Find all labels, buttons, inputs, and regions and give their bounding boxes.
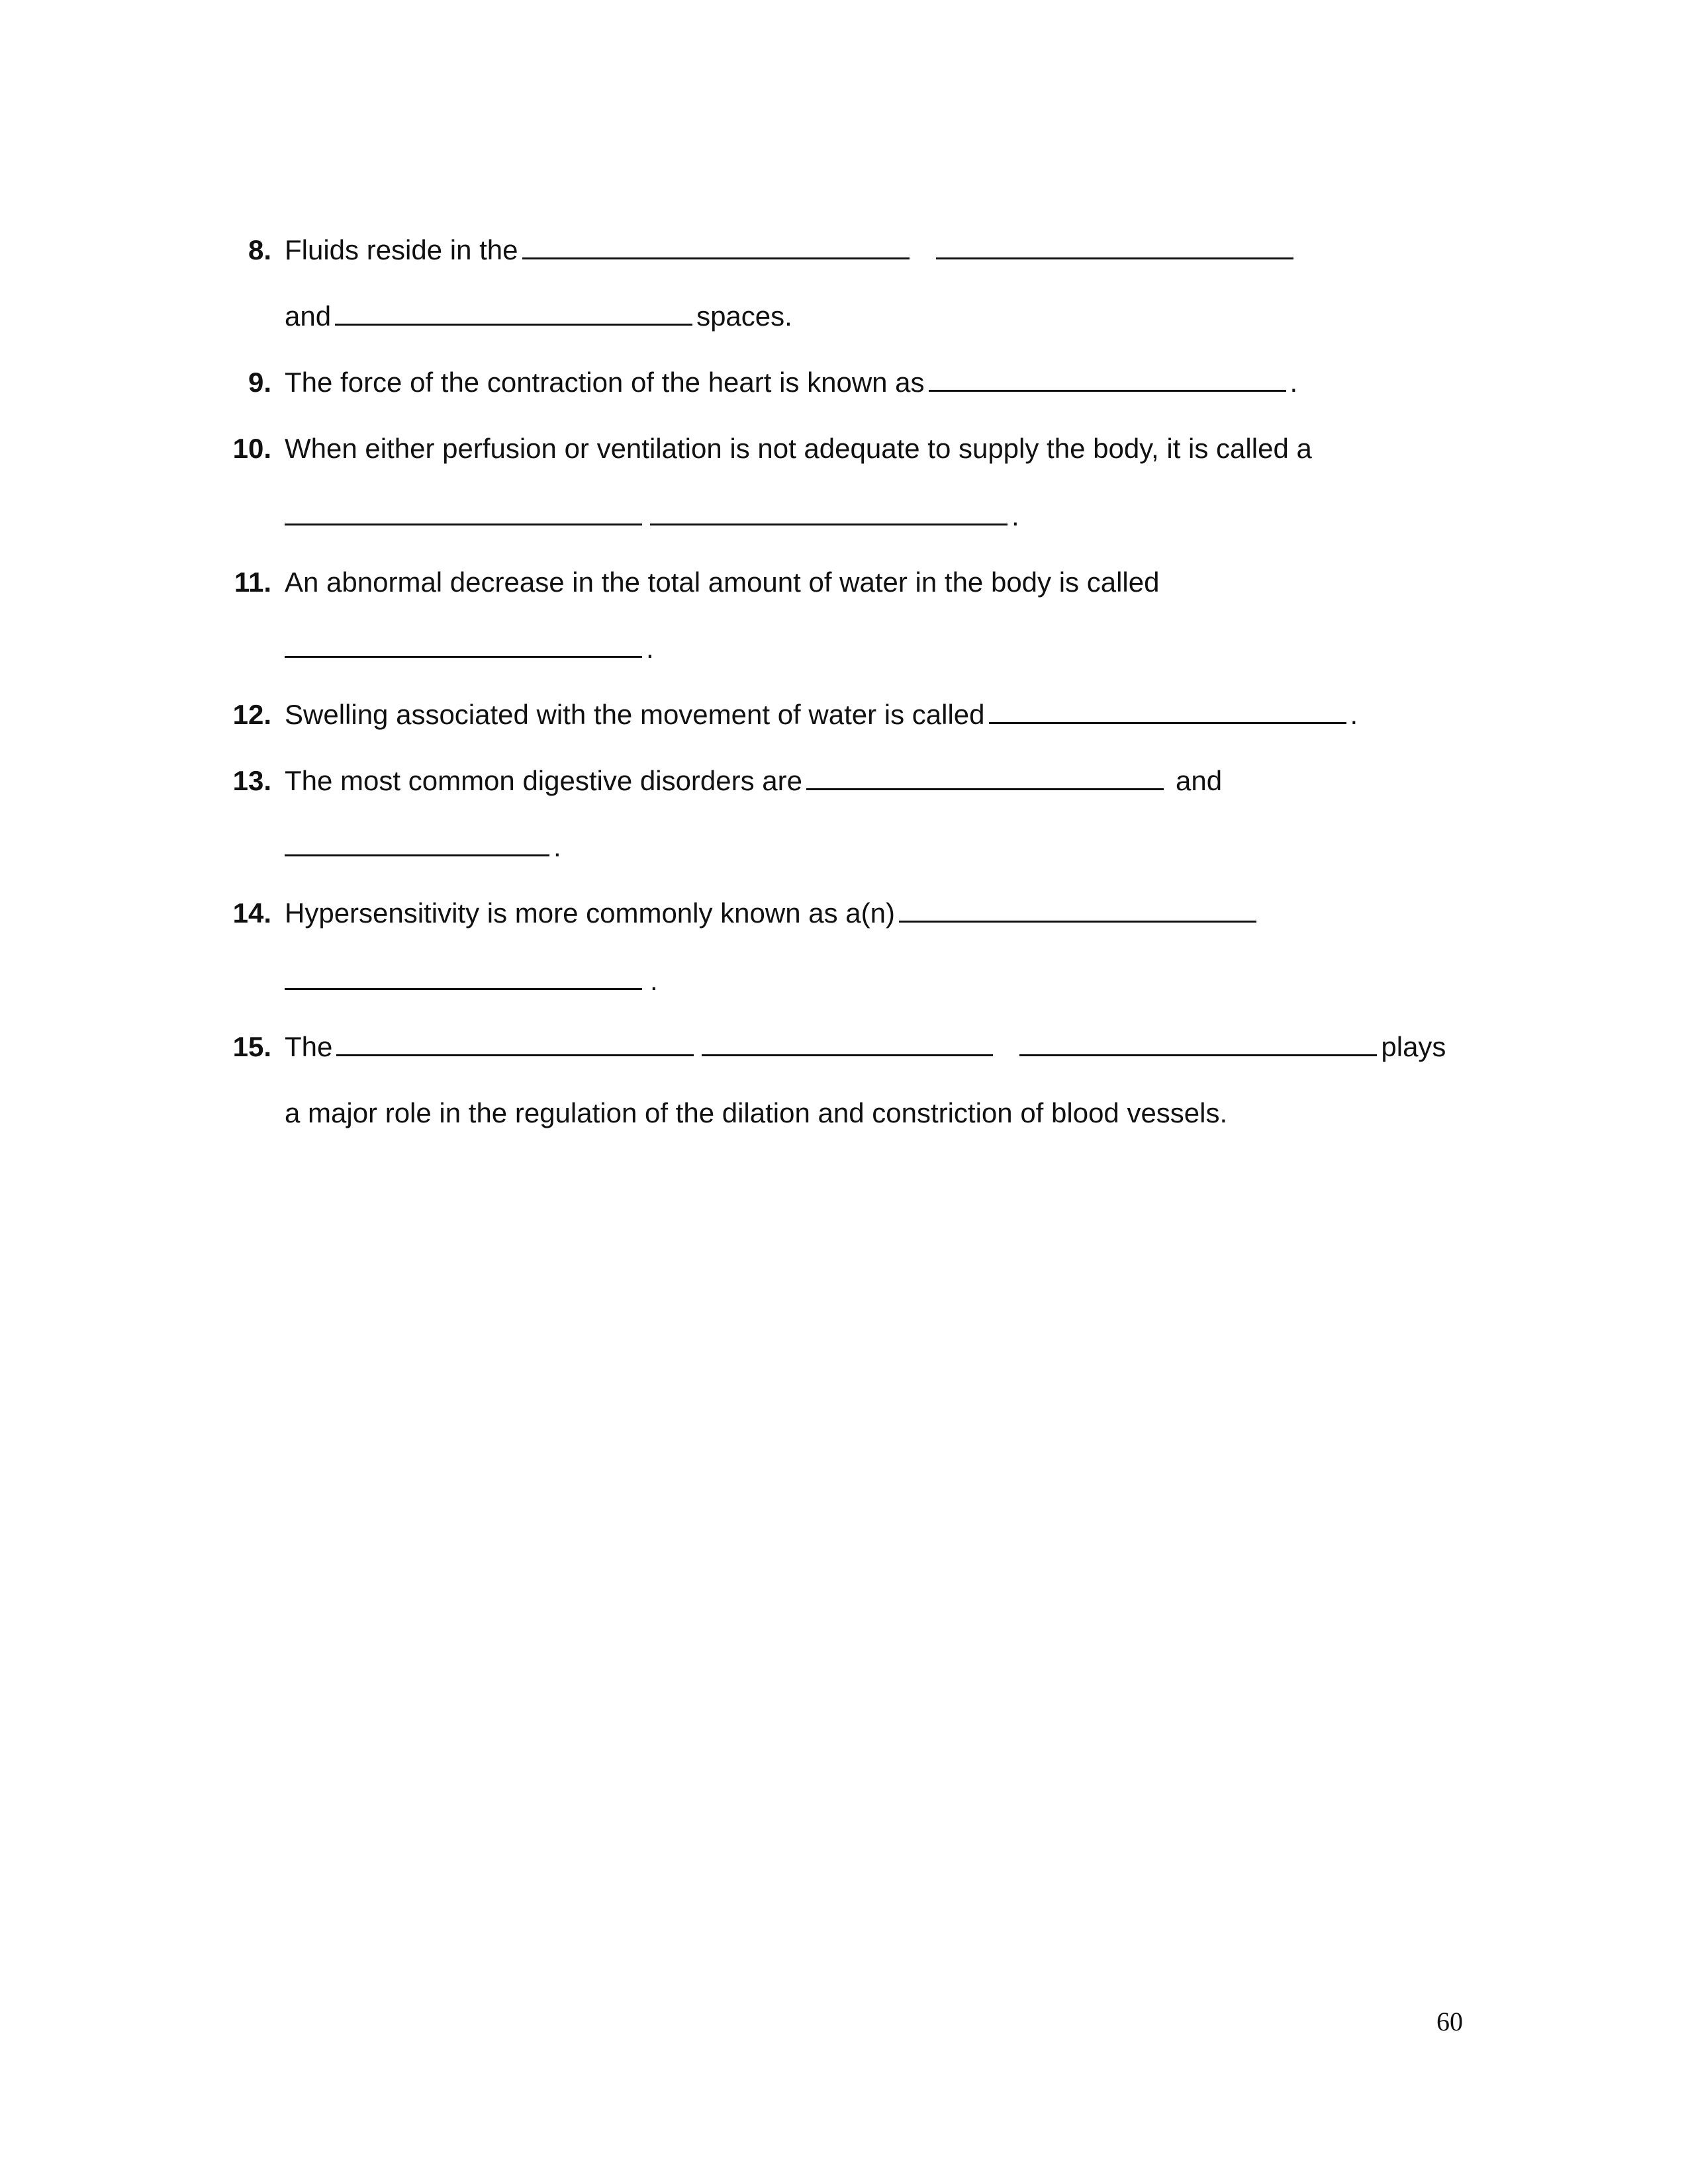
answer-blank-10b[interactable]: [650, 497, 1008, 525]
question-13-line-1: [285, 761, 1222, 801]
question-8-text: Fluids reside in the: [285, 234, 518, 265]
answer-blank-15b[interactable]: [702, 1028, 993, 1056]
answer-blank-10a[interactable]: [285, 497, 642, 525]
question-11-line-2: [285, 629, 654, 668]
question-8-line-1: [285, 230, 1297, 270]
question-14-line-2: [285, 961, 658, 1001]
question-13-text: The most common digestive disorders are: [285, 765, 802, 796]
question-11-text: An abnormal decrease in the total amount of water in the body is called: [285, 567, 1160, 598]
answer-blank-14a[interactable]: [899, 894, 1256, 923]
question-number-13: 13.: [232, 765, 271, 796]
question-15-continuation: a major role in the regulation of the dilation and constriction of blood vessels.: [285, 1097, 1228, 1128]
answer-blank-13b[interactable]: [285, 828, 549, 856]
question-12-text: Swelling associated with the movement of water is called: [285, 699, 985, 730]
question-10-line-1: [285, 429, 1312, 469]
question-11-line-1: [285, 563, 1159, 602]
question-number-9: 9.: [248, 367, 271, 398]
page-number: 60: [1436, 2007, 1463, 2036]
answer-blank-9[interactable]: [929, 363, 1286, 392]
answer-blank-13a[interactable]: [806, 762, 1164, 790]
question-15-line-2: [285, 1093, 1227, 1133]
answer-blank-11[interactable]: [285, 629, 642, 658]
question-number-15: 15.: [232, 1031, 271, 1062]
question-11-period: .: [646, 633, 654, 664]
question-8-line-2: [285, 296, 792, 336]
question-9-line-1: [285, 363, 1297, 402]
question-13-line-2: [285, 827, 561, 867]
question-number-10: 10.: [232, 433, 271, 464]
question-14-period: .: [650, 965, 658, 996]
answer-blank-12[interactable]: [989, 696, 1346, 724]
question-15-text: The: [285, 1031, 333, 1062]
question-number-14: 14.: [232, 897, 271, 929]
question-8-end: spaces.: [696, 300, 792, 332]
question-number-11: 11.: [234, 567, 271, 598]
question-8-and: and: [285, 300, 332, 332]
question-9-period: .: [1289, 367, 1298, 398]
question-13-and: and: [1175, 765, 1223, 796]
question-10-text: When either perfusion or ventilation is not adequate to supply the body, it is called a: [285, 433, 1312, 464]
question-9-text: The force of the contraction of the heart is known as: [285, 367, 925, 398]
question-number-12: 12.: [232, 699, 271, 730]
question-10-period: .: [1011, 500, 1019, 531]
question-10-line-2: [285, 496, 1019, 536]
question-12-period: .: [1350, 699, 1358, 730]
answer-blank-15c[interactable]: [1019, 1028, 1377, 1056]
question-13-period: .: [553, 831, 561, 862]
answer-blank-8b[interactable]: [936, 231, 1293, 259]
answer-blank-15a[interactable]: [336, 1028, 694, 1056]
answer-blank-8c[interactable]: [335, 297, 692, 326]
question-14-text: Hypersensitivity is more commonly known as a(n): [285, 897, 895, 929]
answer-blank-14b[interactable]: [285, 962, 642, 990]
answer-blank-8a[interactable]: [522, 231, 910, 259]
question-15-plays: plays: [1381, 1031, 1446, 1062]
question-number-8: 8.: [248, 234, 271, 265]
question-14-line-1: [285, 893, 1260, 933]
question-15-line-1: [285, 1027, 1446, 1067]
question-12-line-1: [285, 695, 1358, 735]
